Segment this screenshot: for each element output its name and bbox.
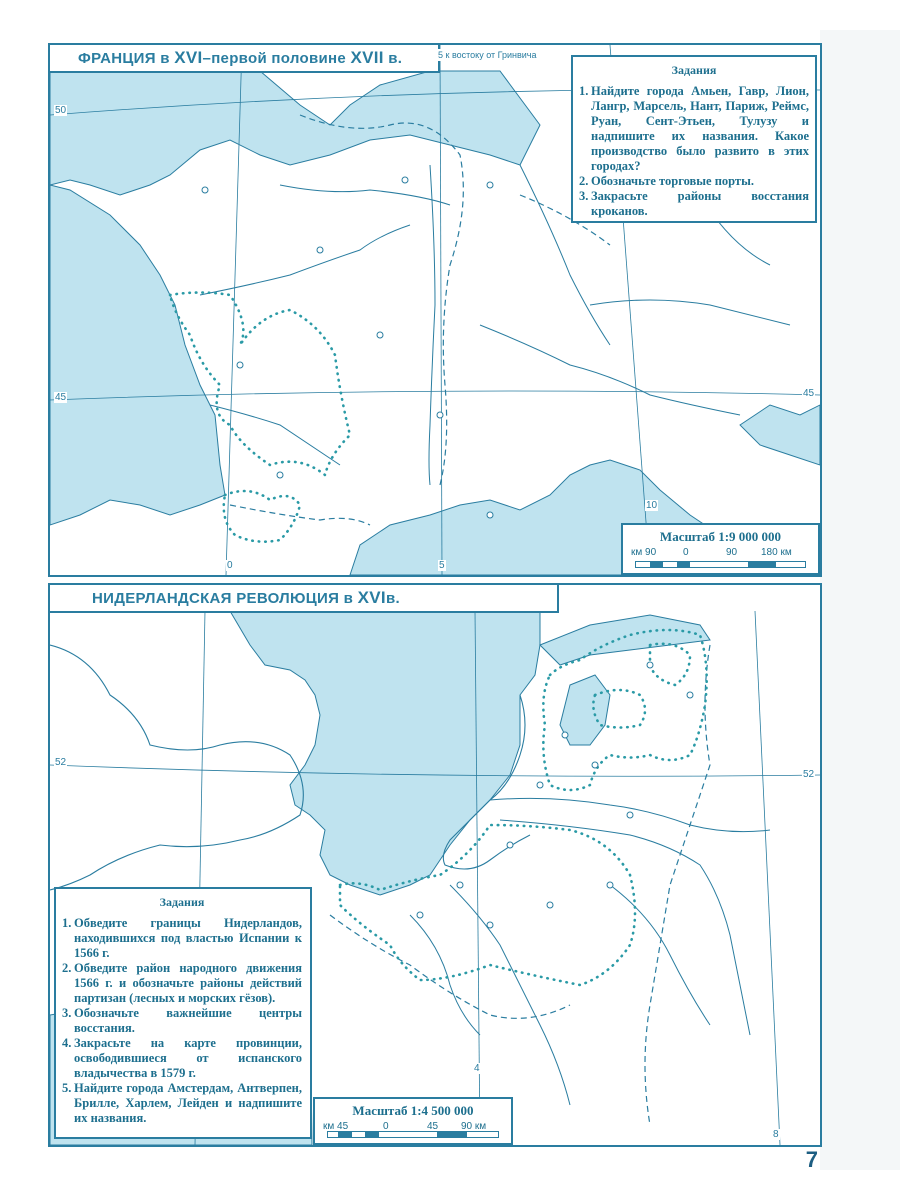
task-number: 1. — [62, 916, 72, 930]
sea-north — [230, 611, 540, 895]
task-item — [579, 84, 809, 174]
task-text: Обозначьте важнейшие центры восстания. — [74, 1006, 302, 1035]
task-number: 4. — [62, 1036, 72, 1050]
task-number: 2. — [62, 961, 72, 975]
scale-panel — [621, 523, 820, 575]
latitude-label: 52 — [55, 757, 67, 768]
latitude-label: 45 — [803, 388, 815, 399]
scale-panel — [313, 1097, 513, 1145]
task-text: Закрасьте на карте провинции, освободившиеся от испанского владычества в 1579 г. — [74, 1036, 302, 1080]
map-title: ФРАНЦИЯ в XVI–первой половине XVII в. — [50, 45, 440, 73]
longitude-label: 4 — [474, 1063, 480, 1074]
scale-tick: км 90 — [631, 547, 657, 558]
task-item — [62, 916, 302, 961]
task-item — [579, 174, 809, 189]
task-item — [62, 1081, 302, 1126]
task-number: 1. — [579, 84, 589, 98]
scale-bar — [635, 561, 806, 568]
scale-bar — [327, 1131, 499, 1138]
scale-tick: 0 — [683, 547, 689, 558]
task-text: Обведите район народного движения 1566 г. и обозначьте районы действий партизан (лесных и морских гёзов). — [74, 961, 302, 1005]
task-text: Найдите города Амьен, Гавр, Лион, Лангр, Марсель, Нант, Париж, Реймс, Руан, Сент-Этьен, Тулузу и надпишите их названия. Какое производство было развито в этих городах? — [591, 84, 809, 173]
scale-ticks — [631, 547, 810, 559]
scale-title: Масштаб 1:9 000 000 — [659, 529, 782, 544]
tasks-title: Задания — [671, 63, 717, 77]
longitude-label: 5 — [439, 560, 445, 571]
task-number: 5. — [62, 1081, 72, 1095]
latitude-label: 52 — [803, 769, 815, 780]
rivers — [410, 798, 770, 1105]
page-edge-strip — [820, 30, 900, 1170]
sea-channel — [50, 71, 540, 195]
latitude-label: 45 — [55, 392, 67, 403]
scale-tick: 45 — [427, 1121, 439, 1132]
france-map-panel — [48, 43, 822, 577]
england-coast — [50, 645, 303, 890]
city-markers — [202, 177, 493, 518]
task-text: Найдите города Амстердам, Антверпен, Брилле, Харлем, Лейден и надпишите их названия. — [74, 1081, 302, 1125]
scale-tick: 90 — [726, 547, 738, 558]
scale-tick: 180 км — [761, 547, 792, 558]
longitude-label: 10 — [646, 500, 658, 511]
task-number: 3. — [62, 1006, 72, 1020]
tasks-panel — [571, 55, 817, 223]
state-borders — [230, 115, 610, 525]
sea-biscay — [50, 185, 225, 525]
scale-tick: км 45 — [323, 1121, 349, 1132]
sea-adriatic — [740, 405, 820, 465]
task-number: 2. — [579, 174, 589, 188]
tasks-title: Задания — [159, 895, 205, 909]
page-number: 7 — [805, 1147, 818, 1172]
task-number: 3. — [579, 189, 589, 203]
task-text: Обозначьте торговые порты. — [591, 174, 754, 188]
task-text: Обведите границы Нидерландов, находившихся под властью Испании к 1566 г. — [74, 916, 302, 960]
scale-title: Масштаб 1:4 500 000 — [352, 1103, 474, 1118]
meridian-note: 5 к востоку от Гринвича — [435, 49, 540, 61]
scale-tick: 0 — [383, 1121, 389, 1132]
netherlands-map-panel — [48, 583, 822, 1147]
longitude-label: 8 — [773, 1129, 779, 1140]
task-item — [62, 1036, 302, 1081]
task-item — [62, 961, 302, 1006]
latitude-label: 50 — [55, 105, 67, 116]
task-item — [579, 189, 809, 219]
task-text: Закрасьте районы восстания кроканов. — [591, 189, 809, 218]
longitude-label: 0 — [227, 560, 233, 571]
task-item — [62, 1006, 302, 1036]
tasks-panel — [54, 887, 312, 1139]
scale-tick: 90 км — [461, 1121, 487, 1132]
map-title: НИДЕРЛАНДСКАЯ РЕВОЛЮЦИЯ в XVIв. — [50, 585, 559, 613]
sea-wadden — [540, 615, 710, 665]
